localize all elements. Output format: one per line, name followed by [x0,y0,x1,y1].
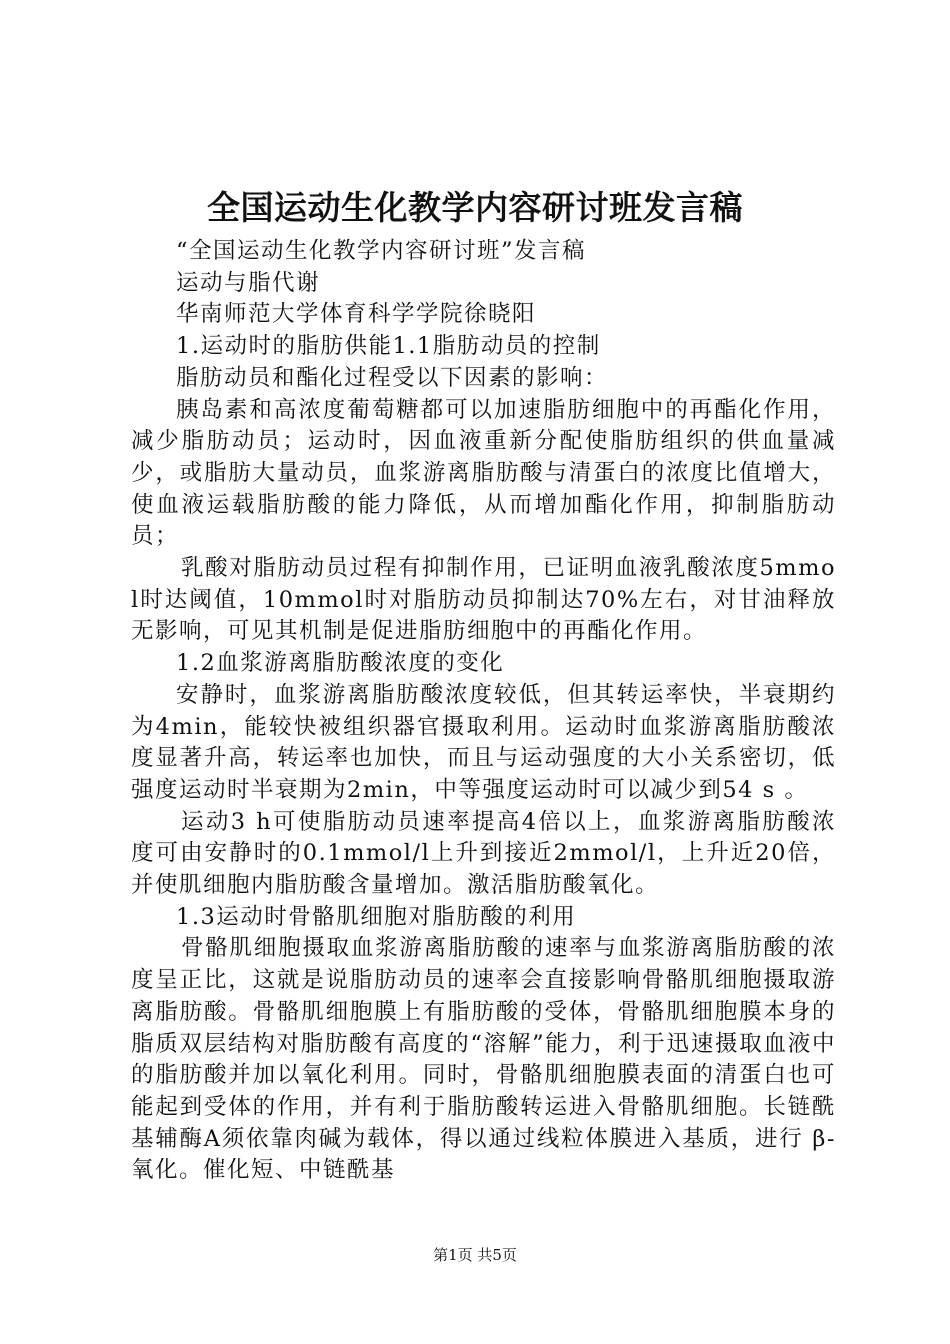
document-body [131,236,836,1187]
paragraph-section-1-2: 1.2血浆游离脂肪酸浓度的变化 [176,650,505,677]
paragraph-section-1: 1.运动时的脂肪供能1.1脂肪动员的控制 [176,333,601,360]
page-footer: 第1页 共5页 [433,1246,517,1264]
paragraph-lactate: 乳酸对脂肪动员过程有抑制作用，已证明血液乳酸浓度5mmol时达阈值，10mmol时对脂肪动员抑制达70%左右，对甘油释放无影响，可见其机制是促进脂肪细胞中的再酯化作用。 [131,555,836,645]
paragraph-speech-heading: “全国运动生化教学内容研讨班”发言稿 [176,238,587,264]
paragraph-insulin: 胰岛素和高浓度葡萄糖都可以加速脂肪细胞中的再酯化作用，减少脂肪动员；运动时，因血液重新分配使脂肪组织的供血量减少，或脂肪大量动员，血浆游离脂肪酸与清蛋白的浓度比值增大，使血液运载脂肪酸的能力降低，从而增加酯化作用，抑制脂肪动员； [131,396,836,550]
paragraph-muscle-uptake: 骨骼肌细胞摄取血浆游离脂肪酸的速率与血浆游离脂肪酸的浓度呈正比，这就是说脂肪动员的速率会直接影响骨骼肌细胞摄取游离脂肪酸。骨骼肌细胞膜上有脂肪酸的受体，骨骼肌细胞膜本身的脂质双层结构对脂肪酸有高度的“溶解”能力，利于迅速摄取血液中的脂肪酸并加以氧化利用。同时，骨骼肌细胞膜表面的清蛋白也可能起到受体的作用，并有利于脂肪酸转运进入骨骼肌细胞。长链酰基辅酶A须依靠肉碱为载体，得以通过线粒体膜进入基质，进行 β-氧化。催化短、中链酰基 [131,935,836,1184]
paragraph-topic: 运动与脂代谢 [176,269,321,296]
paragraph-factors-intro: 脂肪动员和酯化过程受以下因素的影响： [176,364,609,391]
paragraph-exercise-3h: 运动3 h可使脂肪动员速率提高4倍以上，血浆游离脂肪酸浓度可由安静时的0.1mmol/l上升到接近2mmol/l，上升近20倍，并使肌细胞内脂肪酸含量增加。激活脂肪酸氧化。 [131,808,836,899]
paragraph-rest-state: 安静时，血浆游离脂肪酸浓度较低，但其转运率快，半衰期约为4min，能较快被组织器官摄取利用。运动时血浆游离脂肪酸浓度显著升高，转运率也加快，而且与运动强度的大小关系密切，低强度运动时半衰期为2min，中等强度运动时可以减少到54 s 。 [131,681,836,803]
document-title: 全国运动生化教学内容研讨班发言稿 [207,188,743,227]
paragraph-author: 华南师范大学体育科学学院徐晓阳 [176,301,537,328]
paragraph-section-1-3: 1.3运动时骨骼肌细胞对脂肪酸的利用 [176,903,577,930]
